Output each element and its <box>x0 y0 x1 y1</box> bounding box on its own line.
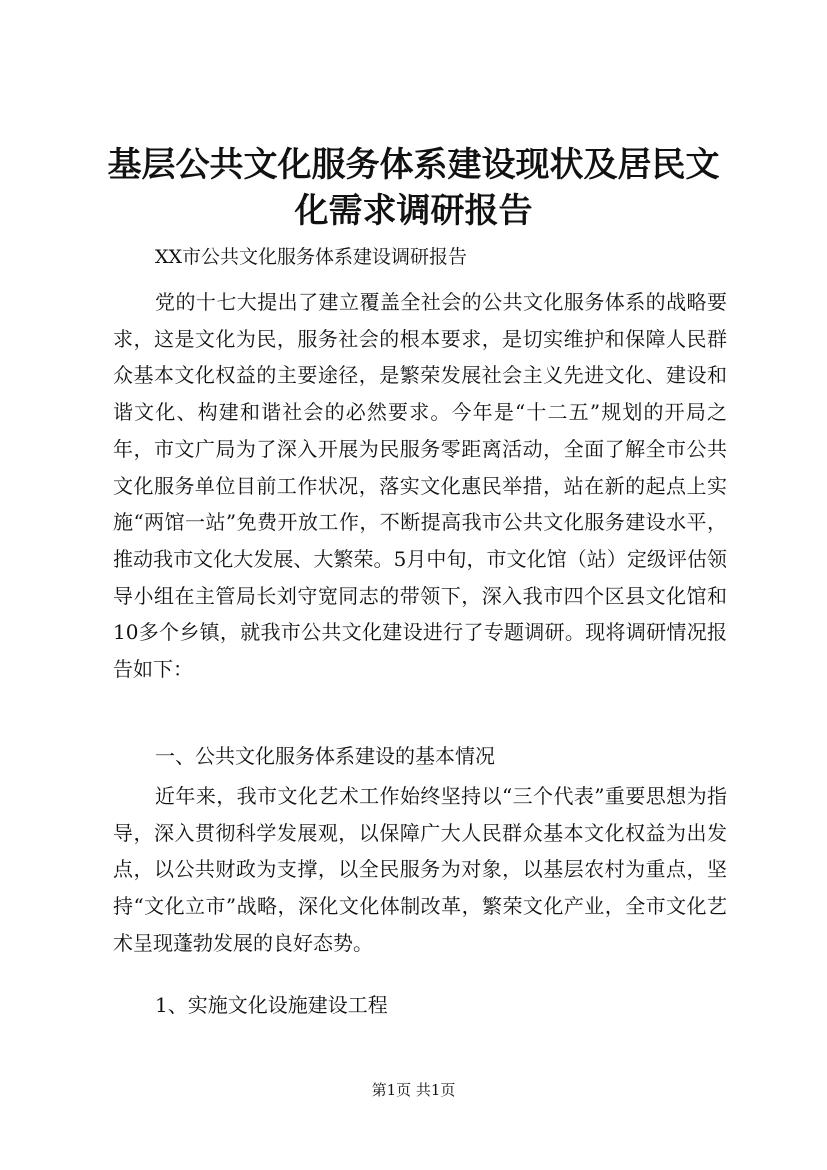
section-heading-1: 一、公共文化服务体系建设的基本情况 <box>155 744 495 768</box>
document-title: 基层公共文化服务体系建设现状及居民文化需求调研报告 <box>107 145 720 231</box>
section-heading-1-1: 1、实施文化设施建设工程 <box>155 993 388 1017</box>
body-paragraph-intro: 党的十七大提出了建立覆盖全社会的公共文化服务体系的战略要求，这是文化为民，服务社会的根本要求，是切实维护和保障人民群众基本文化权益的主要途径，是繁荣发展社会主义先进文化、建设和谐文化、构建和谐社会的必然要求。今年是“十二五”规划的开局之年，市文广局为了深入开展为民服务零距离活动，全面了解全市公共文化服务单位目前工作状况，落实文化惠民举措，站在新的起点上实施“两馆一站”免费开放工作，不断提高我市公共文化服务建设水平，推动我市文化大发展、大繁荣。5月中旬，市文化馆（站）定级评估领导小组在主管局长刘守宽同志的带领下，深入我市四个区县文化馆和10多个乡镇，就我市公共文化建设进行了专题调研。现将调研情况报告如下： <box>113 290 727 682</box>
page-footer: 第1页 共1页 <box>371 1081 456 1099</box>
report-subtitle: XX市公共文化服务体系建设调研报告 <box>155 246 468 268</box>
body-paragraph-overview: 近年来，我市文化艺术工作始终坚持以“三个代表”重要思想为指导，深入贯彻科学发展观，以保障广大人民群众基本文化权益为出发点，以公共财政为支撑，以全民服务为对象，以基层农村为重点，坚持“文化立市”战略，深化文化体制改革，繁荣文化产业，全市文化艺术呈现蓬勃发展的良好态势。 <box>113 784 727 955</box>
